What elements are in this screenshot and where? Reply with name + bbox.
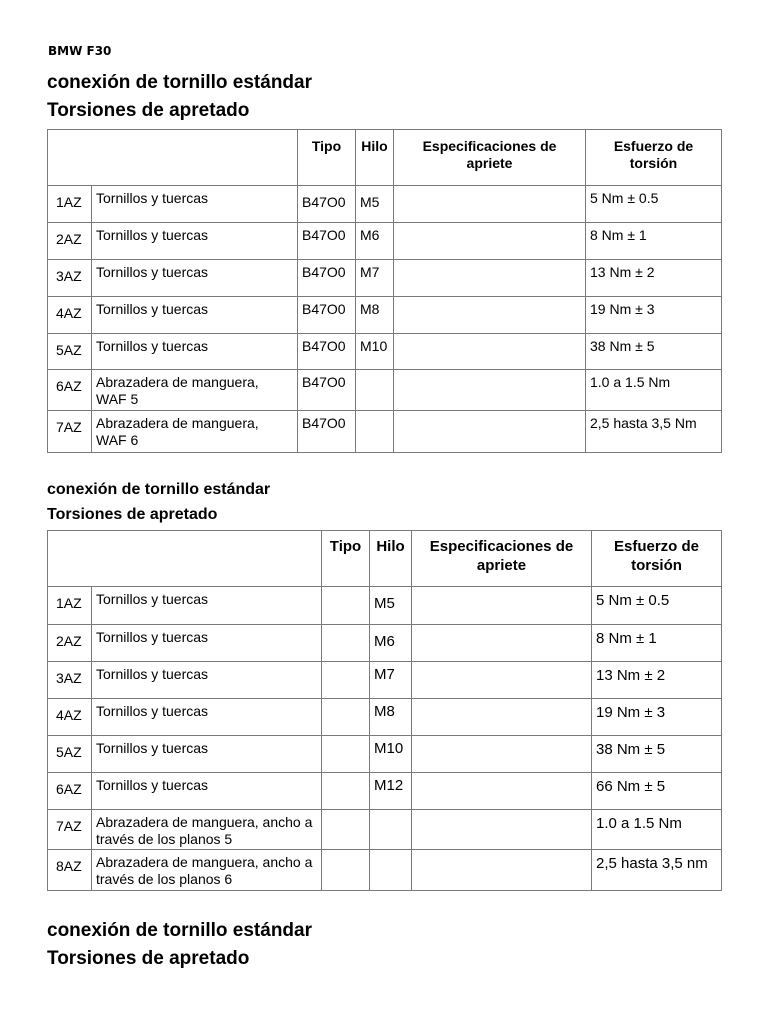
row-number: 1AZ [48, 587, 92, 625]
row-hilo: M12 [370, 773, 412, 810]
row-torque: 8 Nm ± 1 [592, 625, 722, 662]
row-hilo: M7 [370, 662, 412, 699]
row-torque: 38 Nm ± 5 [586, 334, 722, 370]
row-hilo: M10 [356, 334, 394, 370]
row-number: 8AZ [48, 850, 92, 891]
row-spec [412, 625, 592, 662]
row-torque: 66 Nm ± 5 [592, 773, 722, 810]
row-torque: 19 Nm ± 3 [586, 297, 722, 334]
table-row [48, 334, 722, 370]
row-number: 7AZ [48, 411, 92, 453]
row-tipo [322, 773, 370, 810]
row-torque: 13 Nm ± 2 [586, 260, 722, 297]
row-description: Tornillos y tuercas [92, 625, 322, 662]
row-description: Tornillos y tuercas [92, 186, 298, 223]
row-description: Tornillos y tuercas [92, 223, 298, 260]
row-tipo: B47O0 [298, 334, 356, 370]
table-header-row [48, 531, 722, 587]
row-number: 5AZ [48, 736, 92, 773]
table-row [48, 223, 722, 260]
section3-subtitle: Torsiones de apretado [47, 948, 250, 969]
row-spec [412, 850, 592, 891]
row-torque: 2,5 hasta 3,5 nm [592, 850, 722, 891]
header-empty [48, 531, 322, 587]
row-description: Abrazadera de manguera, ancho a través de los planos 5 [92, 810, 322, 850]
row-description: Tornillos y tuercas [92, 736, 322, 773]
row-hilo [356, 370, 394, 411]
row-tipo [322, 699, 370, 736]
row-spec [394, 334, 586, 370]
row-torque: 19 Nm ± 3 [592, 699, 722, 736]
table-row [48, 297, 722, 334]
table-row [48, 260, 722, 297]
row-hilo [370, 810, 412, 850]
row-hilo [370, 850, 412, 891]
row-hilo: M8 [370, 699, 412, 736]
row-number: 3AZ [48, 662, 92, 699]
row-spec [412, 810, 592, 850]
row-description: Abrazadera de manguera, WAF 5 [92, 370, 298, 411]
row-spec [394, 223, 586, 260]
row-tipo [322, 587, 370, 625]
row-hilo: M5 [356, 186, 394, 223]
header-tipo: Tipo [322, 531, 370, 587]
row-number: 4AZ [48, 699, 92, 736]
row-spec [394, 260, 586, 297]
row-number: 4AZ [48, 297, 92, 334]
row-description: Tornillos y tuercas [92, 662, 322, 699]
row-spec [412, 736, 592, 773]
row-description: Tornillos y tuercas [92, 260, 298, 297]
row-description: Tornillos y tuercas [92, 773, 322, 810]
row-hilo: M8 [356, 297, 394, 334]
table-row [48, 850, 722, 891]
row-description: Tornillos y tuercas [92, 334, 298, 370]
header-tipo: Tipo [298, 130, 356, 186]
row-spec [394, 186, 586, 223]
row-tipo: B47O0 [298, 297, 356, 334]
row-torque: 2,5 hasta 3,5 Nm [586, 411, 722, 453]
row-tipo: B47O0 [298, 370, 356, 411]
row-description: Abrazadera de manguera, ancho a través de los planos 6 [92, 850, 322, 891]
row-tipo [322, 625, 370, 662]
row-hilo: M7 [356, 260, 394, 297]
header-especificaciones: Especificaciones de apriete [412, 531, 592, 587]
row-number: 6AZ [48, 773, 92, 810]
section1-subtitle: Torsiones de apretado [47, 100, 250, 121]
row-tipo: B47O0 [298, 223, 356, 260]
table-row [48, 773, 722, 810]
row-number: 1AZ [48, 186, 92, 223]
row-spec [412, 773, 592, 810]
row-tipo [322, 810, 370, 850]
row-number: 7AZ [48, 810, 92, 850]
row-number: 6AZ [48, 370, 92, 411]
row-tipo [322, 850, 370, 891]
row-number: 5AZ [48, 334, 92, 370]
table-row [48, 625, 722, 662]
header-empty [48, 130, 298, 186]
table-header-row [48, 130, 722, 186]
row-spec [394, 411, 586, 453]
row-torque: 5 Nm ± 0.5 [592, 587, 722, 625]
table-row [48, 736, 722, 773]
row-hilo: M6 [370, 625, 412, 662]
torque-table-1 [47, 129, 722, 453]
header-especificaciones: Especificaciones de apriete [394, 130, 586, 186]
row-tipo: B47O0 [298, 411, 356, 453]
header-hilo: Hilo [370, 531, 412, 587]
row-description: Abrazadera de manguera, WAF 6 [92, 411, 298, 453]
torque-table-2 [47, 530, 722, 891]
table-row [48, 662, 722, 699]
row-spec [412, 587, 592, 625]
row-number: 3AZ [48, 260, 92, 297]
table-row [48, 186, 722, 223]
row-torque: 1.0 a 1.5 Nm [586, 370, 722, 411]
table-row [48, 370, 722, 411]
table-row [48, 411, 722, 453]
row-torque: 5 Nm ± 0.5 [586, 186, 722, 223]
table-row [48, 587, 722, 625]
row-tipo [322, 736, 370, 773]
section2-subtitle: Torsiones de apretado [47, 506, 218, 523]
table-row [48, 699, 722, 736]
header-esfuerzo: Esfuerzo de torsión [586, 130, 722, 186]
row-description: Tornillos y tuercas [92, 699, 322, 736]
row-spec [412, 699, 592, 736]
header-hilo: Hilo [356, 130, 394, 186]
row-hilo [356, 411, 394, 453]
row-hilo: M10 [370, 736, 412, 773]
section1-title: conexión de tornillo estándar [47, 72, 312, 93]
row-torque: 13 Nm ± 2 [592, 662, 722, 699]
table-row [48, 810, 722, 850]
section2-title: conexión de tornillo estándar [47, 481, 271, 498]
row-torque: 8 Nm ± 1 [586, 223, 722, 260]
row-torque: 38 Nm ± 5 [592, 736, 722, 773]
row-tipo: B47O0 [298, 260, 356, 297]
header-esfuerzo: Esfuerzo de torsión [592, 531, 722, 587]
row-torque: 1.0 a 1.5 Nm [592, 810, 722, 850]
row-tipo [322, 662, 370, 699]
row-hilo: M5 [370, 587, 412, 625]
row-tipo: B47O0 [298, 186, 356, 223]
row-description: Tornillos y tuercas [92, 297, 298, 334]
row-description: Tornillos y tuercas [92, 587, 322, 625]
row-spec [394, 370, 586, 411]
row-hilo: M6 [356, 223, 394, 260]
document-label: BMW F30 [48, 44, 112, 58]
row-spec [394, 297, 586, 334]
row-number: 2AZ [48, 223, 92, 260]
row-number: 2AZ [48, 625, 92, 662]
row-spec [412, 662, 592, 699]
section3-title: conexión de tornillo estándar [47, 920, 312, 941]
